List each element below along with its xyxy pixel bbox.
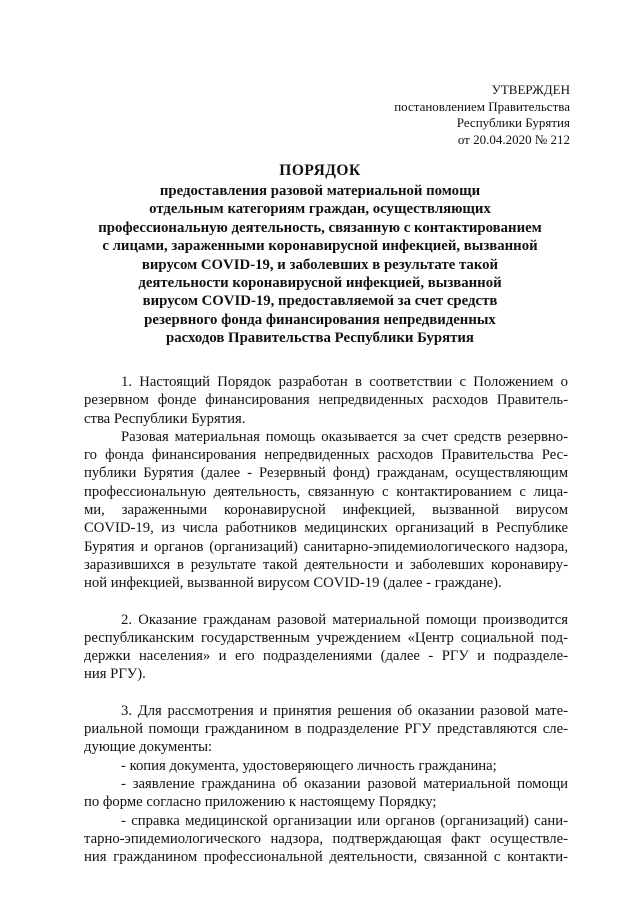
heading-line: деятельности коронавирусной инфекцией, вызванной [138, 275, 502, 292]
paragraph-1 [84, 373, 568, 428]
paragraph-3 [84, 611, 568, 684]
heading-line: отдельным категориям граждан, осуществляющих [149, 201, 491, 218]
text-line: ния гражданином профессиональной деятельности, связанной с контакти- [84, 849, 568, 866]
text-line: заразившихся в результате такой деятельности и заболевших коронавиру- [84, 556, 568, 573]
paragraph-2 [84, 428, 568, 593]
text-line: COVID-19, из числа работников медицинских организаций в Республике [84, 520, 568, 537]
text-line: профессиональную деятельность, связанную с контактированием с лица- [84, 483, 568, 500]
text-line: 1. Настоящий Порядок разработан в соответствии с Положением о [121, 374, 568, 390]
text-line: тарно-эпидемиологического надзора, подтверждающая факт осуществле- [84, 830, 568, 847]
text-line: - копия документа, удостоверяющего личность гражданина; [121, 757, 497, 774]
paragraph-gap [84, 593, 568, 611]
approval-stamp [394, 82, 570, 148]
heading-line: предоставления разовой материальной помощи [159, 183, 481, 199]
text-line: 3. Для рассмотрения и принятия решения об оказании разовой мате- [121, 702, 568, 719]
heading-line: профессиональную деятельность, связанную с контактированием [98, 219, 542, 236]
heading-line: резервного фонда финансирования непредвиденных [144, 311, 496, 328]
text-line: дующие документы: [84, 739, 213, 756]
approval-line: от 20.04.2020 № 212 [457, 131, 570, 147]
text-line: 2. Оказание гражданам разовой материальной помощи производится [121, 611, 568, 628]
text-line: Бурятия и органов (организаций) санитарно-эпидемиологического надзора, [84, 538, 568, 555]
text-line: ства Республики Бурятия. [84, 410, 246, 427]
text-line: резервном фонде финансирования непредвиденных расходов Правитель- [84, 392, 568, 409]
paragraph-gap [84, 684, 568, 702]
text-line: ной инфекцией, вызванной вирусом COVID-19 (далее - граждане). [84, 575, 502, 592]
heading-line: расходов Правительства Республики Бурятия [166, 330, 474, 347]
text-line: ми, зараженными коронавирусной инфекцией, вызванной вирусом [84, 502, 568, 519]
paragraph-5 [84, 757, 568, 775]
text-line: по форме согласно приложению к настоящему Порядку; [84, 794, 437, 811]
text-line: - справка медицинской организации или органов (организаций) сани- [121, 812, 568, 829]
text-line: держки населения» и его подразделениями (далее - РГУ и подразделе- [84, 648, 568, 665]
text-line: - заявление гражданина об оказании разовой материальной помощи [121, 775, 568, 792]
document-title: ПОРЯДОК [279, 162, 361, 179]
approval-line: постановлением Правительства [394, 98, 570, 114]
document-heading [70, 160, 570, 348]
text-line: публики Бурятия (далее - Резервный фонд) гражданам, осуществляющим [84, 465, 568, 482]
approval-line: Республики Бурятия [456, 115, 570, 130]
approval-line: УТВЕРЖДЕН [491, 82, 570, 97]
text-line: ния РГУ). [84, 666, 146, 683]
heading-line: вирусом COVID-19, и заболевших в результате такой [141, 256, 499, 273]
text-line: республиканским государственным учреждением «Центр социальной под- [84, 629, 568, 646]
heading-line: вирусом COVID-19, предоставляемой за счет средств [142, 293, 498, 310]
text-line: го фонда финансирования непредвиденных расходов Правительства Рес- [84, 447, 568, 464]
text-line: риальной помощи гражданином в подразделение РГУ представляются сле- [84, 721, 568, 738]
paragraph-4 [84, 702, 568, 757]
document-body [84, 373, 568, 866]
paragraph-6 [84, 775, 568, 812]
text-line: Разовая материальная помощь оказывается за счет средств резервно- [121, 428, 568, 445]
heading-line: с лицами, зараженными коронавирусной инфекцией, вызванной [102, 238, 538, 255]
paragraph-7 [84, 812, 568, 867]
